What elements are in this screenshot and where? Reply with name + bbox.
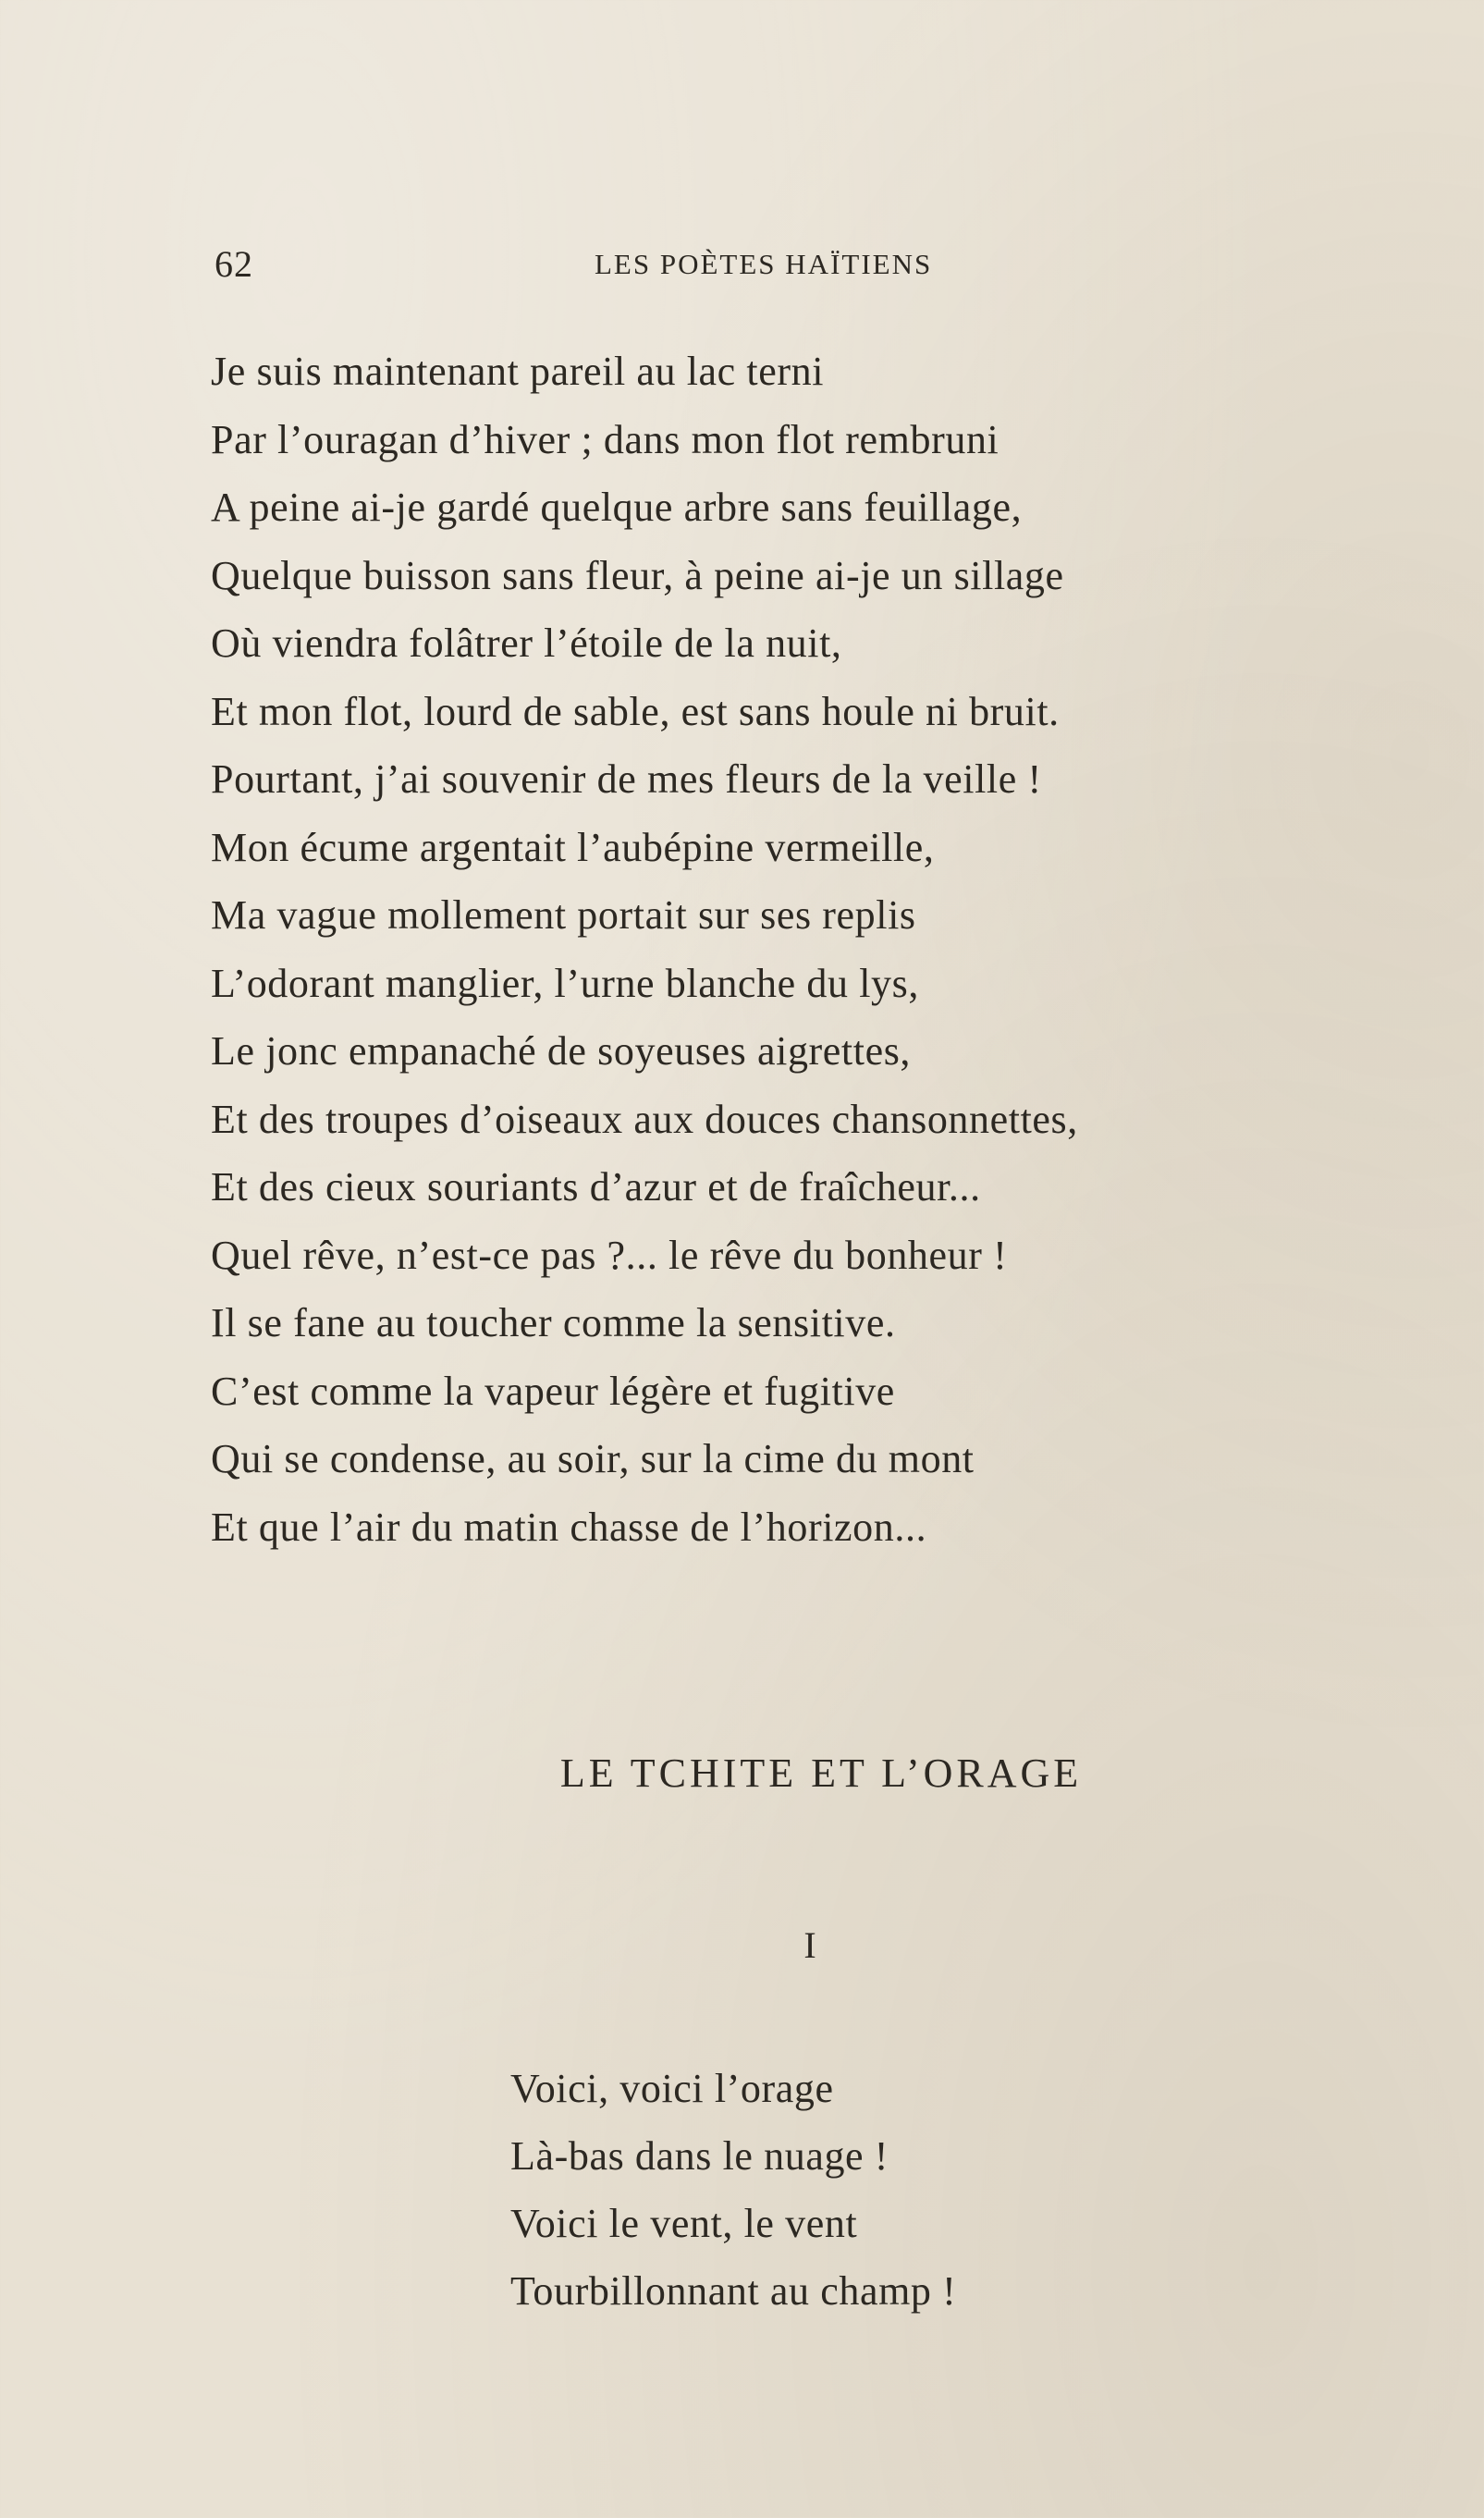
poem-line: Le jonc empanaché de soyeuses aigrettes, <box>211 1028 912 1074</box>
poem-line: Et des cieux souriants d’azur et de fraîcheur... <box>211 1164 981 1210</box>
poem-line: Par l’ouragan d’hiver ; dans mon flot rembruni <box>211 416 1000 462</box>
stanza-line: Là-bas dans le nuage ! <box>510 2133 889 2179</box>
stanza-line: Voici, voici l’orage <box>510 2066 834 2111</box>
poem-line: Qui se condense, au soir, sur la cime du mont <box>211 1436 975 1481</box>
poem-line: Mon écume argentait l’aubépine vermeille, <box>211 824 935 870</box>
poem-line: Et des troupes d’oiseaux aux douces chansonnettes, <box>211 1096 1078 1142</box>
poem-line: A peine ai-je gardé quelque arbre sans feuillage, <box>211 485 1023 530</box>
stanza-line: Voici le vent, le vent <box>510 2201 858 2246</box>
running-title: LES POÈTES HAÏTIENS <box>595 248 933 280</box>
section-title: LE TCHITE ET L’ORAGE <box>559 1750 1083 1796</box>
poem-line: Et mon flot, lourd de sable, est sans houle ni bruit. <box>211 688 1060 734</box>
stanza <box>510 2055 1250 2325</box>
poem-line: C’est comme la vapeur légère et fugitive <box>211 1368 895 1414</box>
poem-body <box>211 338 1450 1561</box>
section-number: I <box>803 1924 816 1966</box>
poem-line: Quelque buisson sans fleur, à peine ai-je un sillage <box>211 552 1064 598</box>
poem-line: Il se fane au toucher comme la sensitive. <box>211 1300 896 1345</box>
poem-line: L’odorant manglier, l’urne blanche du lys, <box>211 960 919 1006</box>
page-number: 62 <box>215 243 253 285</box>
running-head <box>0 242 1484 298</box>
poem-line: Et que l’air du matin chasse de l’horizon... <box>211 1504 927 1550</box>
poem-line: Quel rêve, n’est-ce pas ?... le rêve du bonheur ! <box>211 1232 1008 1278</box>
poem-line: Pourtant, j’ai souvenir de mes fleurs de la veille ! <box>211 756 1042 802</box>
poem-line: Ma vague mollement portait sur ses replis <box>211 892 916 938</box>
stanza-line: Tourbillonnant au champ ! <box>510 2268 957 2314</box>
poem-line: Où viendra folâtrer l’étoile de la nuit, <box>211 620 842 666</box>
poem-line: Je suis maintenant pareil au lac terni <box>211 349 825 394</box>
